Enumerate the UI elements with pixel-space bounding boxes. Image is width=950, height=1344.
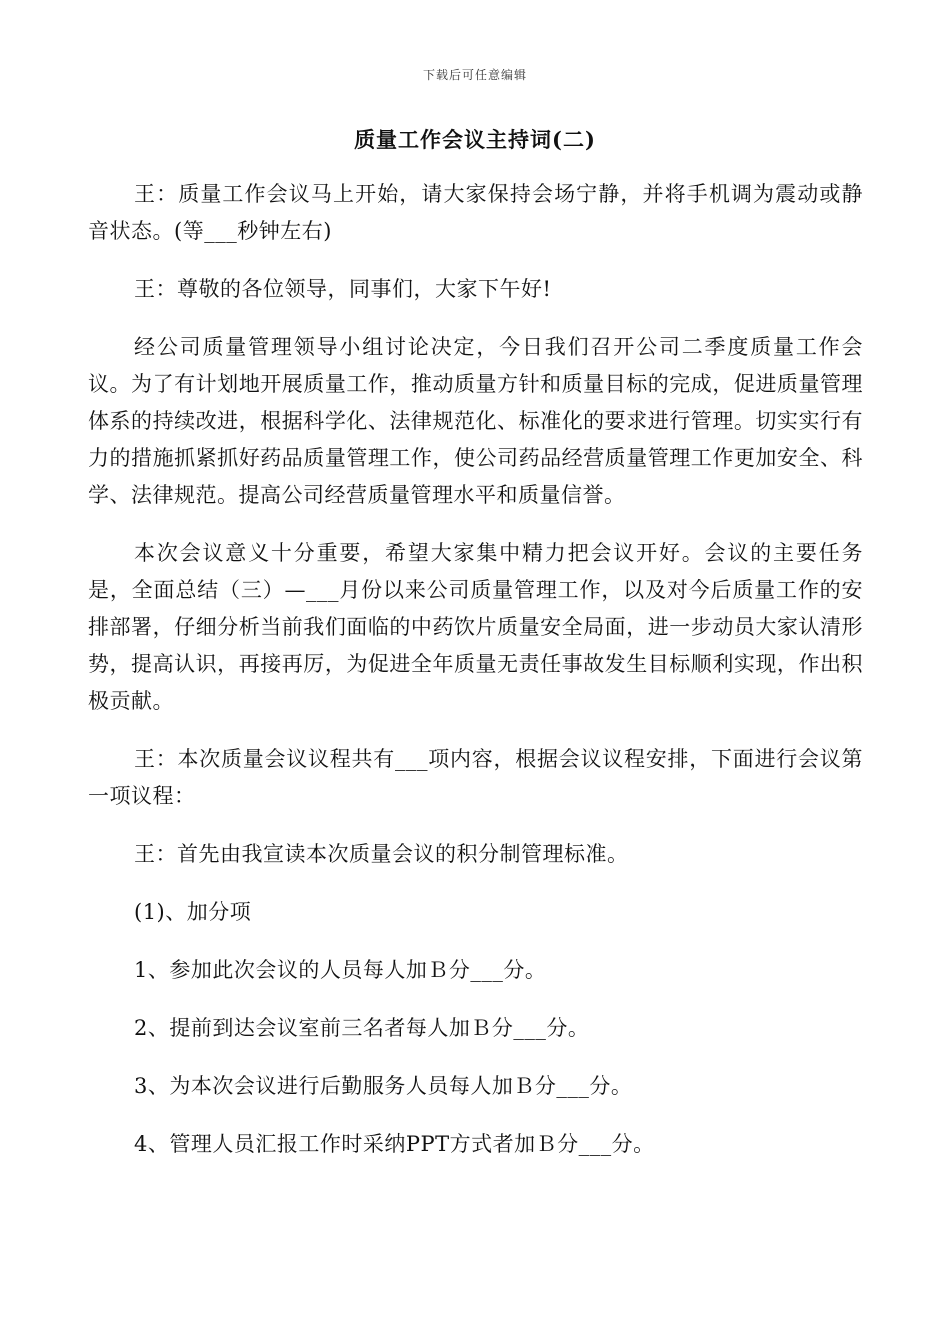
header-note: 下载后可任意编辑 [422,68,527,82]
list-item-bonus-2: 2、提前到达会议室前三名者每人加Ｂ分___分。 [134,1016,590,1040]
list-item-bonus-4: 4、管理人员汇报工作时采纳PPT方式者加Ｂ分___分。 [134,1132,655,1156]
paragraph-agenda-intro: 王：本次质量会议议程共有___项内容，根据会议议程安排，下面进行会议第一项议程： [88,747,863,808]
paragraph-meeting-tasks: 本次会议意义十分重要，希望大家集中精力把会议开好。会议的主要任务是，全面总结（三）—___月份以来公司质量管理工作，以及对今后质量工作的安排部署，仔细分析当前我们面临的中药饮片质量安全局面，进一步动员大家认清形势，提高认识，再接再厉，为促进全年质量无责任事故发生目标顺利实现，作出积极贡献。 [88,541,863,713]
paragraph-bonus-heading: (1)、加分项 [134,900,252,924]
paragraph-call-to-order: 王：质量工作会议马上开始，请大家保持会场宁静，并将手机调为震动或静音状态。(等___秒钟左右) [88,182,863,243]
paragraph-greeting: 王：尊敬的各位领导，同事们，大家下午好! [134,277,552,301]
list-item-bonus-3: 3、为本次会议进行后勤服务人员每人加Ｂ分___分。 [134,1074,633,1098]
paragraph-meeting-purpose: 经公司质量管理领导小组讨论决定，今日我们召开公司二季度质量工作会议。为了有计划地开展质量工作，推动质量方针和质量目标的完成，促进质量管理体系的持续改进，根据科学化、法律规范化、标准化的要求进行管理。切实实行有力的措施抓紧抓好药品质量管理工作，使公司药品经营质量管理工作更加安全、科学、法律规范。提高公司经营质量管理水平和质量信誉。 [88,335,863,507]
document-body [88,176,863,1184]
paragraph-scoring-standard: 王：首先由我宣读本次质量会议的积分制管理标准。 [134,842,629,866]
list-item-bonus-1: 1、参加此次会议的人员每人加Ｂ分___分。 [134,958,547,982]
document-title: 质量工作会议主持词(二) [354,127,596,152]
